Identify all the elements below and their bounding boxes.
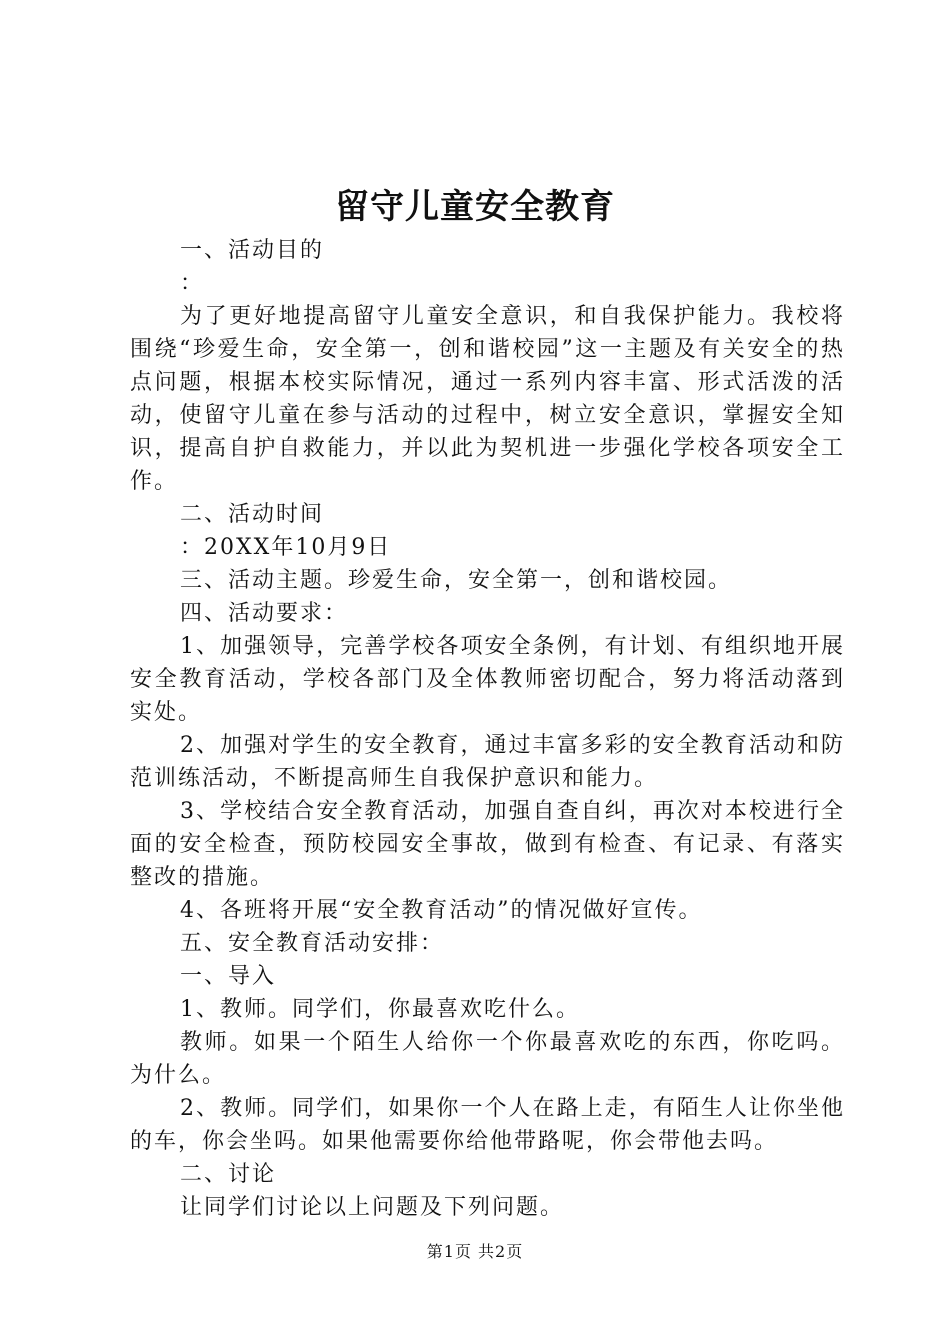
intro-question-1: 1、教师。同学们，你最喜欢吃什么。 — [180, 997, 580, 1022]
subsection-heading-discussion: 二、讨论 — [180, 1162, 277, 1187]
colon-line: ： — [180, 271, 205, 296]
purpose-paragraph: 为了更好地提高留守儿童安全意识，和自我保护能力。我校将围绕“珍爱生命，安全第一，创和谐校园”这一主题及有关安全的热点问题，根据本校实际情况，通过一系列内容丰富、形式活泼的活动，使留守儿童在参与活动的过程中，树立安全意识，掌握安全知识，提高自护自救能力，并以此为契机进一步强化学校各项安全工作。 — [130, 304, 845, 494]
discussion-instruction: 让同学们讨论以上问题及下列问题。 — [180, 1195, 565, 1220]
requirement-item-2: 2、加强对学生的安全教育，通过丰富多彩的安全教育活动和防范训练活动，不断提高师生自我保护意识和能力。 — [130, 733, 845, 791]
section-heading-schedule: 五、安全教育活动安排： — [180, 931, 445, 956]
requirement-item-1: 1、加强领导，完善学校各项安全条例，有计划、有组织地开展安全教育活动，学校各部门及全体教师密切配合，努力将活动落到实处。 — [130, 634, 845, 725]
requirement-item-3: 3、学校结合安全教育活动，加强自查自纠，再次对本校进行全面的安全检查，预防校园安全事故，做到有检查、有记录、有落实整改的措施。 — [130, 799, 845, 890]
requirement-item-4: 4、各班将开展“安全教育活动”的情况做好宣传。 — [180, 898, 703, 923]
intro-question-1b: 教师。如果一个陌生人给你一个你最喜欢吃的东西，你吃吗。为什么。 — [130, 1030, 845, 1088]
intro-question-2: 2、教师。同学们，如果你一个人在路上走，有陌生人让你坐他的车，你会坐吗。如果他需要你给他带路呢，你会带他去吗。 — [130, 1096, 845, 1154]
page-number-footer: 第1页 共2页 — [426, 1242, 524, 1261]
subsection-heading-intro: 一、导入 — [180, 964, 277, 989]
section-heading-time: 二、活动时间 — [180, 502, 325, 527]
section-heading-requirements: 四、活动要求： — [180, 601, 349, 626]
document-body — [130, 234, 845, 1224]
activity-date: ：20XX年10月9日 — [180, 535, 392, 560]
section-heading-theme: 三、活动主题。珍爱生命，安全第一，创和谐校园。 — [180, 568, 733, 593]
section-heading-purpose: 一、活动目的 — [180, 238, 325, 263]
document-title: 留守儿童安全教育 — [335, 187, 615, 227]
